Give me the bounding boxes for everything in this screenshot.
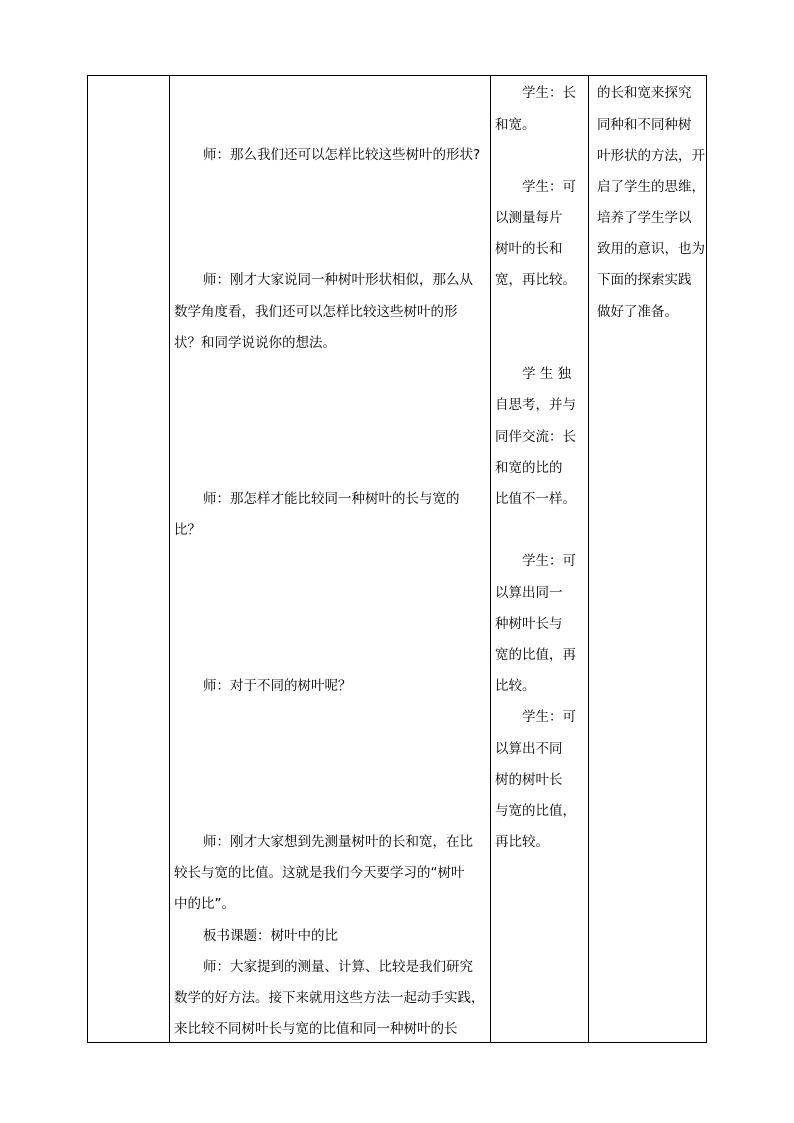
design-intent-cell xyxy=(589,76,706,1042)
teacher-line: 师：对于不同的树叶呢？ xyxy=(203,678,352,694)
teacher-line: 师：那么我们还可以怎样比较这些树叶的形状? xyxy=(203,147,481,163)
student-line: 比值不一样。 xyxy=(495,491,576,507)
student-line: 学生：可 xyxy=(522,179,576,195)
teacher-line: 板书课题：树叶中的比 xyxy=(203,928,338,944)
teacher-line: 状？和同学说说你的想法。 xyxy=(174,335,336,351)
student-line: 树的树叶长 xyxy=(495,772,563,788)
intent-line: 的长和宽来探究 xyxy=(597,85,692,101)
student-line: 以测量每片 xyxy=(495,210,563,226)
student-line: 种树叶长与 xyxy=(495,616,563,632)
student-line: 比较。 xyxy=(495,678,536,694)
teacher-line: 比？ xyxy=(174,522,201,538)
student-line: 自思考，并与 xyxy=(495,397,576,413)
teacher-line: 师：刚才大家想到先测量树叶的长和宽，在比 xyxy=(203,834,473,850)
student-activity-cell xyxy=(491,76,588,1042)
lesson-plan-table xyxy=(87,75,707,1043)
intent-line: 做好了准备。 xyxy=(597,304,678,320)
student-line: 再比较。 xyxy=(495,834,549,850)
student-line: 学生：长 xyxy=(522,85,576,101)
teacher-line: 数学角度看，我们还可以怎样比较这些树叶的形 xyxy=(174,304,458,320)
intent-line: 下面的探索实践 xyxy=(597,272,692,288)
student-line: 学生：可 xyxy=(522,709,576,725)
intent-line: 致用的意识，也为 xyxy=(597,241,705,257)
student-line: 和宽。 xyxy=(495,117,536,133)
teacher-line: 师：那怎样才能比较同一种树叶的长与宽的 xyxy=(203,491,460,507)
teacher-activity-cell xyxy=(170,76,490,1042)
teacher-line: 数学的好方法。接下来就用这些方法一起动手实践， xyxy=(174,990,485,1006)
student-line: 以算出同一 xyxy=(495,585,563,601)
student-line: 学 生 独 xyxy=(522,366,572,382)
intent-line: 同种和不同种树 xyxy=(597,117,692,133)
student-line: 学生：可 xyxy=(522,553,576,569)
intent-line: 培养了学生学以 xyxy=(597,210,692,226)
student-line: 和宽的比的 xyxy=(495,460,563,476)
teacher-line: 师：刚才大家说同一种树叶形状相似，那么从 xyxy=(203,272,473,288)
student-line: 与宽的比值， xyxy=(495,803,576,819)
intent-line: 启了学生的思维， xyxy=(597,179,705,195)
stage-column-cell xyxy=(88,76,169,1042)
student-line: 同伴交流：长 xyxy=(495,429,576,445)
student-line: 宽的比值，再 xyxy=(495,647,576,663)
teacher-line: 较长与宽的比值。这就是我们今天要学习的“树叶 xyxy=(174,865,465,881)
teacher-line: 来比较不同树叶长与宽的比值和同一种树叶的长 xyxy=(174,1021,458,1037)
student-line: 树叶的长和 xyxy=(495,241,563,257)
intent-line: 叶形状的方法，开 xyxy=(597,148,705,164)
teacher-line: 师：大家提到的测量、计算、比较是我们研究 xyxy=(203,959,473,975)
student-line: 宽，再比较。 xyxy=(495,272,576,288)
student-line: 以算出不同 xyxy=(495,741,563,757)
teacher-line: 中的比”。 xyxy=(174,896,235,912)
